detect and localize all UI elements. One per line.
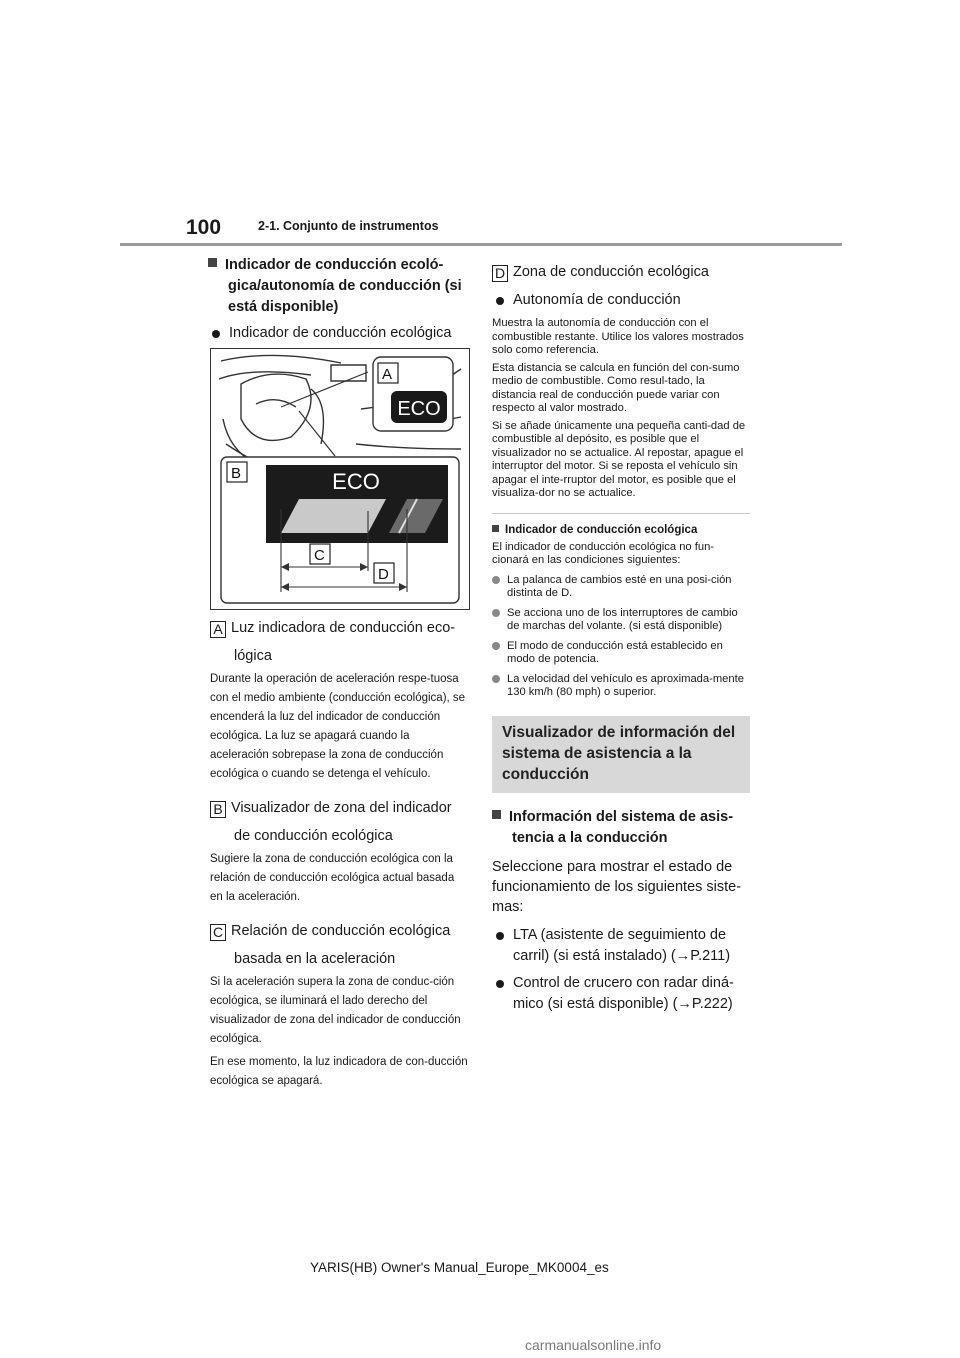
square-bullet-icon xyxy=(208,258,217,267)
assist-heading xyxy=(492,807,750,849)
item-c-text-2: En ese momento, la luz indicadora de con-ducción ecológica se apagará. xyxy=(210,1056,468,1087)
eco-display-text: ECO xyxy=(332,469,380,494)
range-text-3: Si se añade únicamente una pequeña canti-dad de combustible al depósito, es posible que el visualizador no se actualice. Al repostar, apague el interruptor del motor. Si se reposta el vehículo sin apagar el inte-rruptor del motor, es posible que el visualiza-dor no se actualice. xyxy=(492,419,746,499)
item-c-title: Relación de conducción ecológica xyxy=(231,923,451,939)
watermark: carmanualsonline.info xyxy=(525,1337,662,1353)
bullet-radar-cruise: Control de crucero con radar diná-mico (si está disponible) (→P.222) xyxy=(492,973,750,1015)
right-column xyxy=(492,262,750,1015)
header-rule xyxy=(120,243,842,246)
section-heading xyxy=(208,255,470,318)
section-title: 2-1. Conjunto de instrumentos xyxy=(258,219,439,233)
page-number: 100 xyxy=(186,216,222,239)
letter-d-box: D xyxy=(492,265,508,282)
left-column xyxy=(208,255,470,344)
item-b-title: Visualizador de zona del indicador xyxy=(231,800,452,816)
note-heading xyxy=(492,522,750,538)
callout-c-label: C xyxy=(314,547,325,564)
item-c-heading xyxy=(210,917,468,973)
assist-body: Seleccione para mostrar el estado de funcionamiento de los siguientes siste-mas: xyxy=(492,858,742,915)
callout-b-label: B xyxy=(231,465,242,482)
item-b-text: Sugiere la zona de conducción ecológica con la relación de conducción ecológica actual basada en la aceleración. xyxy=(210,853,455,903)
bullet-range: Autonomía de conducción xyxy=(492,290,750,311)
letter-a-box: A xyxy=(210,621,226,638)
footer-text: YARIS(HB) Owner's Manual_Europe_MK0004_es xyxy=(310,1260,609,1275)
note-item-1: La palanca de cambios esté en una posi-ción distinta de D. xyxy=(492,574,750,601)
square-bullet-icon xyxy=(492,525,499,532)
note-heading-text: Indicador de conducción ecológica xyxy=(505,523,698,536)
item-a-text: Durante la operación de aceleración respe-tuosa con el medio ambiente (conducción ecológica), se encenderá la luz del indicador de conducción ecológica. La luz se apagará cuando la aceleración sobrepase la zona de conducción ecológica o cuando se detenga el vehículo. xyxy=(210,673,466,780)
bullet-eco-indicator: Indicador de conducción ecológica xyxy=(208,323,470,344)
callout-d-label: D xyxy=(378,566,389,583)
item-a-heading xyxy=(210,614,468,670)
note-item-2: Se acciona uno de los interruptores de cambio de marchas del volante. (si está disponible) xyxy=(492,607,750,634)
eco-ratio-bar xyxy=(281,499,386,533)
note-item-3: El modo de conducción está establecido en modo de potencia. xyxy=(492,640,750,667)
eco-indicator-figure xyxy=(210,348,470,610)
item-c-text-1: Si la aceleración supera la zona de conduc-ción ecológica, se iluminará el lado derecho del visualizador de zona del indicador de conducción ecológica. xyxy=(210,976,461,1045)
item-c-title-cont: basada en la aceleración xyxy=(234,951,396,967)
eco-lamp-text: ECO xyxy=(397,398,441,420)
range-text-1: Muestra la autonomía de conducción con el combustible restante. Utilice los valores mostrados solo como referencia. xyxy=(492,317,744,356)
section-banner: Visualizador de información del sistema de asistencia a la conducción xyxy=(492,716,750,793)
square-bullet-icon xyxy=(492,810,501,819)
item-d-title: Zona de conducción ecológica xyxy=(513,264,709,280)
bullet-lta: LTA (asistente de seguimiento de carril) (si está instalado) (→P.211) xyxy=(492,925,750,967)
assist-heading-text: Información del sistema de asis-tencia a la conducción xyxy=(509,808,734,846)
section-heading-text: Indicador de conducción ecoló-gica/autonomía de conducción (si está disponible) xyxy=(225,257,462,315)
item-a-title-cont: lógica xyxy=(234,648,272,664)
left-items xyxy=(210,614,468,1091)
item-b-title-cont: de conducción ecológica xyxy=(234,828,393,844)
eco-illustration xyxy=(211,349,469,609)
note-item-4: La velocidad del vehículo es aproximada-mente 130 km/h (80 mph) o superior. xyxy=(492,673,750,700)
letter-c-box: C xyxy=(210,924,226,941)
item-d-heading xyxy=(492,262,750,282)
letter-b-box: B xyxy=(210,801,226,818)
item-a-title: Luz indicadora de conducción eco- xyxy=(231,620,456,636)
divider xyxy=(492,513,750,514)
note-intro: El indicador de conducción ecológica no fun-cionará en las condiciones siguientes: xyxy=(492,540,715,566)
callout-a-label: A xyxy=(382,366,393,383)
range-text-2: Esta distancia se calcula en función del con-sumo medio de combustible. Como resul-tado, la distancia real de conducción puede variar con respecto al valor mostrado. xyxy=(492,361,740,414)
item-b-heading xyxy=(210,794,468,850)
